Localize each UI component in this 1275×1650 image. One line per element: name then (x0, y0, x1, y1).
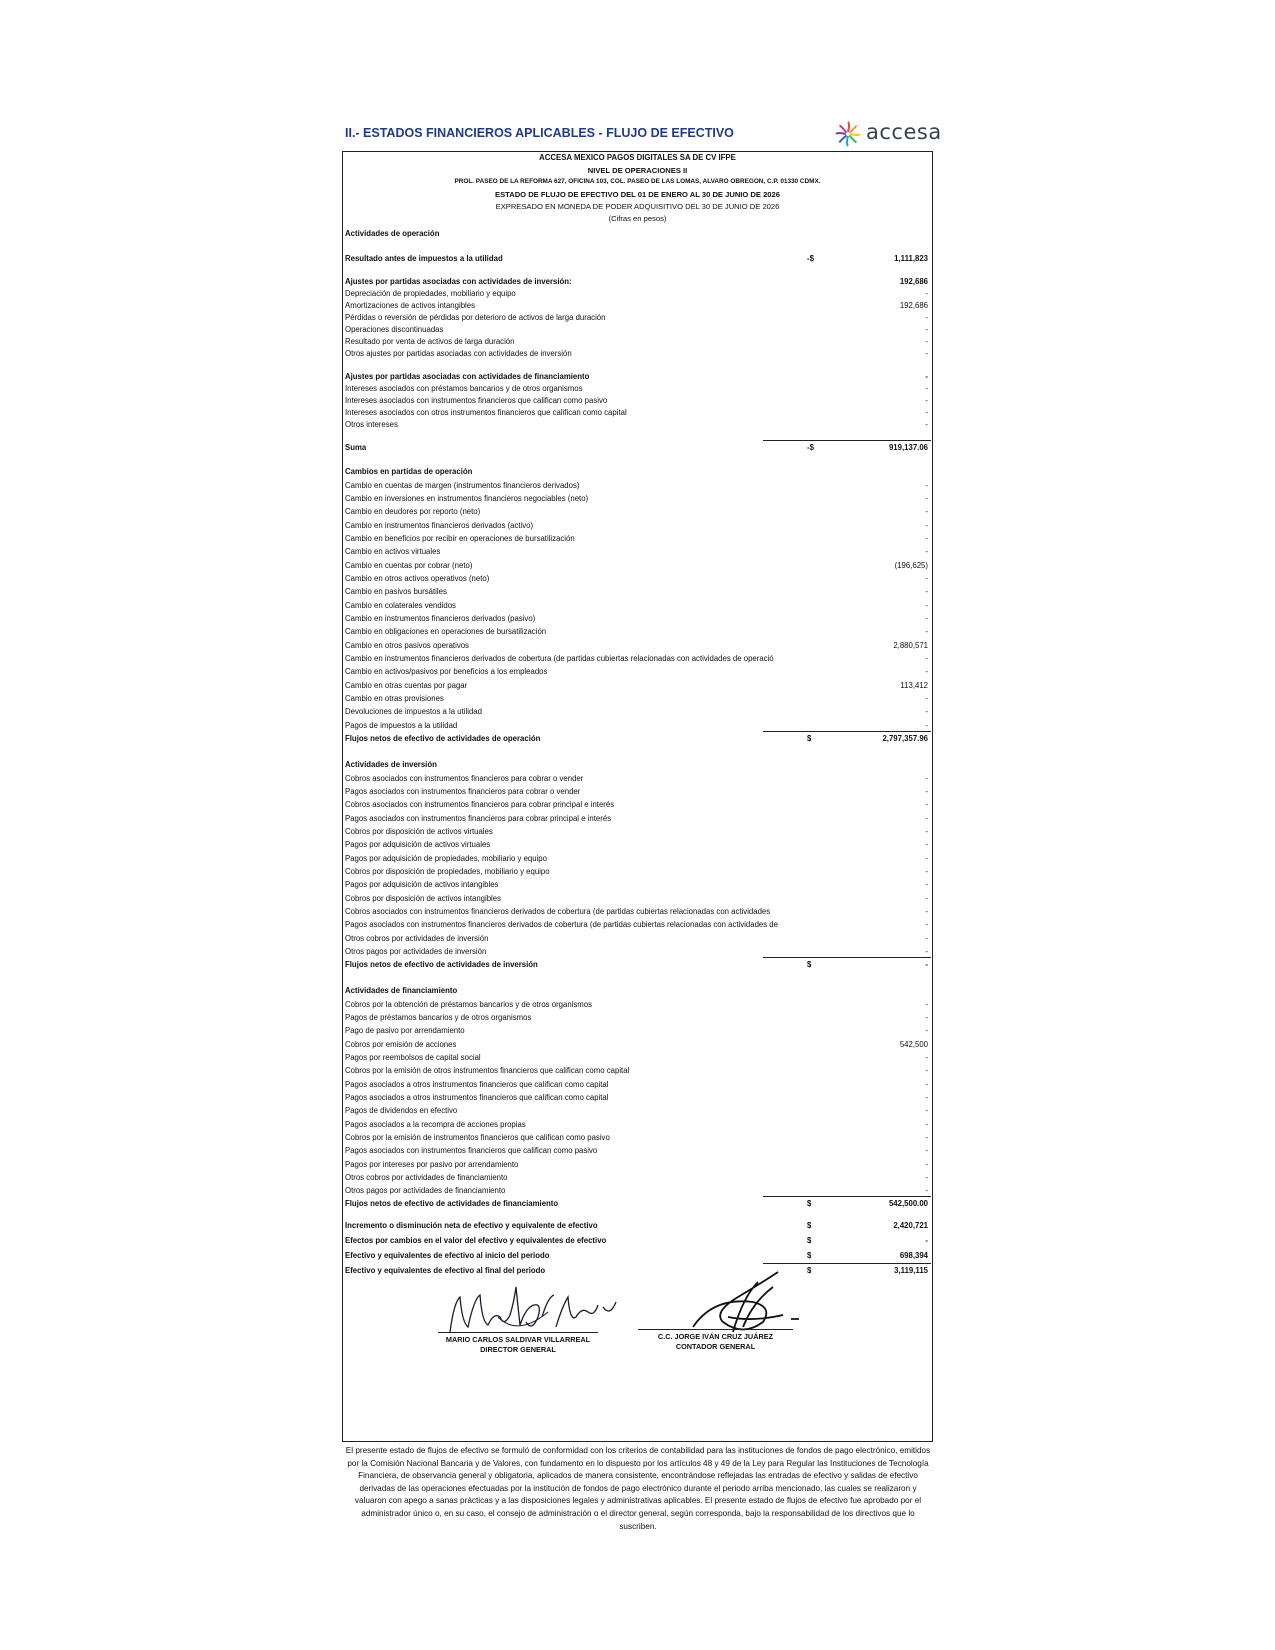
row-value: - (925, 313, 928, 322)
company-name: ACCESA MEXICO PAGOS DIGITALES SA DE CV IFPE (539, 153, 736, 162)
row-label: Actividades de operación (345, 229, 440, 238)
row-value: - (925, 854, 928, 863)
row-label: Cambio en otras cuentas por pagar (345, 681, 468, 690)
row-value: - (925, 934, 928, 943)
row-label: Cambio en cuentas por cobrar (neto) (345, 561, 473, 570)
statement-row (345, 479, 930, 492)
statement-row (345, 1118, 930, 1131)
row-value: - (925, 920, 928, 929)
row-label: Operaciones discontinuadas (345, 325, 444, 334)
statement-row (345, 1064, 930, 1077)
row-value: - (925, 1080, 928, 1089)
row-label: Cambio en colaterales vendidos (345, 601, 456, 610)
total-rule (763, 1196, 931, 1197)
row-label: Resultado por venta de activos de larga duración (345, 337, 515, 346)
row-value: - (925, 1053, 928, 1062)
row-label: Cobros por emisión de acciones (345, 1040, 457, 1049)
statement-row (345, 812, 930, 825)
row-value: - (925, 774, 928, 783)
row-currency: $ (807, 1221, 812, 1230)
row-value: 3,119,115 (894, 1266, 928, 1275)
row-value: - (925, 667, 928, 676)
statement-row (345, 1158, 930, 1171)
row-currency: $ (807, 734, 812, 743)
statement-row (345, 585, 930, 598)
row-label: Cobros asociados con instrumentos financieros para cobrar o vender (345, 774, 584, 783)
director-name: MARIO CARLOS SALDIVAR VILLARREAL (445, 1335, 591, 1344)
row-label: Pagos por adquisición de activos virtuales (345, 840, 491, 849)
units-note: (Cifras en pesos) (608, 214, 667, 223)
statement-row (345, 865, 930, 878)
row-label: Efectivo y equivalentes de efectivo al inicio del periodo (345, 1251, 550, 1260)
row-label: Pagos por intereses por pasivo por arrendamiento (345, 1160, 519, 1169)
row-label: Suma (345, 443, 367, 452)
row-currency: $ (807, 1199, 812, 1208)
row-currency: $ (807, 1266, 812, 1275)
row-value: - (925, 384, 928, 393)
row-value: - (925, 694, 928, 703)
row-label: Cobros por la obtención de préstamos bancarios y de otros organismos (345, 1000, 593, 1009)
statement-frame (342, 151, 933, 1442)
row-value: - (925, 289, 928, 298)
row-value: 192,686 (899, 301, 928, 310)
row-label: Incremento o disminución neta de efectivo y equivalente de efectivo (345, 1221, 598, 1230)
statement-row (345, 798, 930, 811)
row-value: - (925, 521, 928, 530)
row-value: - (925, 654, 928, 663)
row-value: (196,625) (894, 561, 928, 570)
row-label: Cambio en deudores por reporto (neto) (345, 507, 481, 516)
statement-row (345, 1011, 930, 1024)
logo-text: accesa (866, 120, 942, 144)
row-value: - (925, 494, 928, 503)
row-value: - (925, 840, 928, 849)
row-value: - (925, 960, 928, 969)
row-value: 113,412 (900, 681, 928, 690)
row-label: Cambio en obligaciones en operaciones de bursatilización (345, 627, 547, 636)
row-value: - (925, 1093, 928, 1102)
row-value: - (925, 1013, 928, 1022)
row-label: Ajustes por partidas asociadas con actividades de financiamiento (345, 372, 590, 381)
row-label: Cambio en pasivos bursátiles (345, 587, 447, 596)
statement-row (345, 252, 930, 265)
row-label: Intereses asociados con instrumentos financieros que califican como pasivo (345, 396, 608, 405)
row-label: Flujos netos de efectivo de actividades de inversión (345, 960, 538, 969)
row-value: - (925, 1160, 928, 1169)
statement-row (345, 918, 930, 931)
row-value: - (925, 587, 928, 596)
row-value: 192,686 (899, 277, 928, 286)
statement-row (345, 492, 930, 505)
row-label: Cambio en inversiones en instrumentos financieros negociables (neto) (345, 494, 589, 503)
statement-row (345, 1078, 930, 1091)
row-label: Pagos asociados con instrumentos financieros para cobrar principal e interés (345, 814, 612, 823)
page-title: II.- ESTADOS FINANCIEROS APLICABLES - FLUJO DE EFECTIVO (345, 126, 734, 140)
footer-note: El presente estado de flujos de efectivo se formuló de conformidad con los criterios de contabilidad para las instituciones de fondos de pago electrónico, emitidos por la Comisión Nacional Bancaria y de Valores, con fundamento en lo dispuesto por los artículos 48 y 49 de la Ley para Regular las Instituciones de Tecnología Financiera, de observancia general y obligatoria, aplicados de manera consistente, encontrándose reflejadas las entradas de efectivo y salidas de efectivo derivadas de las operaciones efectuadas por la institución de fondos de pago electrónico durante el periodo arriba mencionado, las cuales se realizaron y valuaron con apego a sanas prácticas y a las disposiciones legales y administrativas aplicables. El presente estado de flujos de efectivo fue aprobado por el administrador único o, en su caso, el consejo de administración o el director general, según corresponda, bajo la responsabilidad de los directivos que lo suscriben. (345, 1446, 931, 1531)
row-label: Cambio en otros pasivos operativos (345, 641, 469, 650)
row-currency: -$ (807, 254, 814, 263)
statement-row (345, 1197, 930, 1210)
row-label: Cambio en otras provisiones (345, 694, 444, 703)
row-value: - (925, 814, 928, 823)
statement-row (345, 998, 930, 1011)
row-label: Cambios en partidas de operación (345, 467, 473, 476)
statement-row (345, 1051, 930, 1064)
statement-row (345, 612, 930, 625)
statement-row (345, 532, 930, 545)
row-value: - (925, 1066, 928, 1075)
statement-row (345, 465, 930, 478)
company-logo (834, 120, 942, 148)
row-label: Actividades de financiamiento (345, 986, 458, 995)
statement-row (345, 1249, 930, 1262)
row-value: - (925, 627, 928, 636)
statement-row (345, 441, 930, 454)
row-label: Cobros por la emisión de instrumentos financieros que califican como pasivo (345, 1133, 610, 1142)
statement-row (345, 652, 930, 665)
row-value: - (925, 1173, 928, 1182)
row-value: - (925, 800, 928, 809)
row-value: - (925, 721, 928, 730)
row-value: 1,111,823 (894, 254, 928, 263)
row-value: - (925, 574, 928, 583)
statement-row (345, 418, 930, 431)
row-label: Cobros por disposición de activos intangibles (345, 894, 502, 903)
row-value: - (925, 1133, 928, 1142)
statement-row (345, 838, 930, 851)
currency-note: EXPRESADO EN MONEDA DE PODER ADQUISITIVO DEL 30 DE JUNIO DE 2026 (495, 202, 780, 211)
statement-row (345, 852, 930, 865)
row-currency: $ (807, 1236, 812, 1245)
row-label: Actividades de inversión (345, 760, 437, 769)
row-value: - (925, 337, 928, 346)
total-rule (763, 957, 931, 958)
row-label: Cambio en activos/pasivos por beneficios a los empleados (345, 667, 548, 676)
row-label: Otros cobros por actividades de inversión (345, 934, 489, 943)
row-label: Pagos de dividendos en efectivo (345, 1106, 458, 1115)
row-label: Flujos netos de efectivo de actividades de financiamiento (345, 1199, 559, 1208)
accountant-role: CONTADOR GENERAL (675, 1342, 756, 1351)
statement-row (345, 572, 930, 585)
row-label: Cambio en cuentas de margen (instrumentos financieros derivados) (345, 481, 580, 490)
row-value: - (925, 880, 928, 889)
row-label: Cobros por disposición de propiedades, mobiliario y equipo (345, 867, 550, 876)
signature-line-director (438, 1332, 598, 1333)
row-label: Pagos asociados a la recompra de acciones propias (345, 1120, 526, 1129)
row-value: - (925, 372, 928, 381)
statement-row (345, 758, 930, 771)
row-label: Cambio en beneficios por recibir en operaciones de bursatilización (345, 534, 575, 543)
row-label: Cobros asociados con instrumentos financieros para cobrar principal e interés (345, 800, 615, 809)
row-label: Otros intereses (345, 420, 398, 429)
row-value: - (925, 947, 928, 956)
statement-title: ESTADO DE FLUJO DE EFECTIVO DEL 01 DE ENERO AL 30 DE JUNIO DE 2026 (495, 190, 780, 199)
row-value: - (925, 1120, 928, 1129)
statement-row (345, 958, 930, 971)
total-rule (763, 1263, 931, 1264)
row-label: Pagos asociados con instrumentos financieros para cobrar o vender (345, 787, 581, 796)
company-address: PROL. PASEO DE LA REFORMA 627, OFICINA 103, COL. PASEO DE LAS LOMAS, ALVARO OBREGON, C.P. 01330 CDMX. (454, 178, 821, 185)
statement-row (345, 825, 930, 838)
statement-row (345, 1024, 930, 1037)
row-value: 542,500 (899, 1040, 928, 1049)
statement-row (345, 1091, 930, 1104)
row-label: Pagos por adquisición de activos intangibles (345, 880, 499, 889)
row-value: - (925, 1106, 928, 1115)
row-value: 2,797,357.96 (882, 734, 928, 743)
row-value: - (925, 534, 928, 543)
row-value: - (925, 1236, 928, 1245)
row-value: - (925, 601, 928, 610)
row-value: - (925, 408, 928, 417)
row-value: - (925, 614, 928, 623)
statement-row (345, 1131, 930, 1144)
statement-row (345, 679, 930, 692)
statement-row (345, 1264, 930, 1277)
statement-row (345, 1234, 930, 1247)
row-value: - (925, 420, 928, 429)
row-value: 2,420,721 (893, 1221, 928, 1230)
accountant-name: C.C. JORGE IVÁN CRUZ JUÁREZ (657, 1332, 774, 1341)
row-label: Efectos por cambios en el valor del efectivo y equivalentes de efectivo (345, 1236, 607, 1245)
row-label: Pagos por reembolsos de capital social (345, 1053, 481, 1062)
statement-row (345, 705, 930, 718)
row-label: Resultado antes de impuestos a la utilidad (345, 254, 503, 263)
row-label: Pagos asociados con instrumentos financieros derivados de cobertura (de partidas cubiertas relacionadas con actividades de (345, 920, 778, 929)
row-label: Pagos de préstamos bancarios y de otros organismos (345, 1013, 532, 1022)
row-value: 919,137.06 (888, 443, 928, 452)
row-value: - (925, 325, 928, 334)
row-value: - (925, 1000, 928, 1009)
row-label: Intereses asociados con préstamos bancarios y de otros organismos (345, 384, 583, 393)
statement-row (345, 505, 930, 518)
row-currency: $ (807, 960, 812, 969)
row-label: Otros pagos por actividades de financiamiento (345, 1186, 506, 1195)
statement-row (345, 519, 930, 532)
statement-row (345, 892, 930, 905)
row-value: - (925, 1186, 928, 1195)
statement-row (345, 1104, 930, 1117)
statement-row (345, 932, 930, 945)
row-label: Cambio en otros activos operativos (neto) (345, 574, 490, 583)
row-value: - (925, 907, 928, 916)
row-value: - (925, 396, 928, 405)
total-rule (763, 731, 931, 732)
row-value: - (925, 349, 928, 358)
row-label: Cambio en instrumentos financieros derivados (pasivo) (345, 614, 536, 623)
row-label: Pagos asociados con instrumentos financieros que califican como pasivo (345, 1146, 598, 1155)
row-value: 542,500.00 (888, 1199, 928, 1208)
operations-level: NIVEL DE OPERACIONES II (587, 166, 688, 175)
row-label: Ajustes por partidas asociadas con actividades de inversión: (345, 277, 572, 286)
row-label: Pérdidas o reversión de pérdidas por deterioro de activos de larga duración (345, 313, 606, 322)
statement-row (345, 785, 930, 798)
row-label: Efectivo y equivalentes de efectivo al final del periodo (345, 1266, 546, 1275)
row-value: 2,880,571 (893, 641, 928, 650)
statement-row (345, 878, 930, 891)
row-value: - (925, 787, 928, 796)
statement-row (345, 772, 930, 785)
row-label: Flujos netos de efectivo de actividades de operación (345, 734, 541, 743)
row-value: - (925, 1146, 928, 1155)
row-value: - (925, 894, 928, 903)
pinwheel-logo-icon (834, 120, 862, 148)
row-value: - (925, 507, 928, 516)
row-label: Cobros asociados con instrumentos financieros derivados de cobertura (de partidas cubiertas relacionadas con actividades (345, 907, 771, 916)
statement-row (345, 1144, 930, 1157)
statement-row (345, 545, 930, 558)
row-value: - (925, 827, 928, 836)
row-label: Cobros por la emisión de otros instrumentos financieros que califican como capital (345, 1066, 630, 1075)
row-label: Devoluciones de impuestos a la utilidad (345, 707, 482, 716)
row-label: Otros pagos por actividades de inversión (345, 947, 487, 956)
row-value: 698,394 (899, 1251, 928, 1260)
statement-row (345, 1038, 930, 1051)
statement-row (345, 732, 930, 745)
row-label: Cobros por disposición de activos virtuales (345, 827, 493, 836)
row-label: Intereses asociados con otros instrumentos financieros que califican como capital (345, 408, 627, 417)
statement-row (345, 984, 930, 997)
statement-row (345, 599, 930, 612)
row-label: Otros cobros por actividades de financiamiento (345, 1173, 508, 1182)
row-label: Pagos por adquisición de propiedades, mobiliario y equipo (345, 854, 547, 863)
statement-row (345, 625, 930, 638)
row-currency: $ (807, 1251, 812, 1260)
row-label: Otros ajustes por partidas asociadas con actividades de inversión (345, 349, 572, 358)
director-role: DIRECTOR GENERAL (480, 1345, 556, 1354)
statement-row (345, 1171, 930, 1184)
statement-row (345, 1219, 930, 1232)
row-label: Pagos asociados a otros instrumentos financieros que califican como capital (345, 1080, 609, 1089)
row-value: - (925, 867, 928, 876)
row-currency: -$ (807, 443, 814, 452)
row-value: - (925, 481, 928, 490)
row-value: - (925, 707, 928, 716)
row-label: Pagos asociados a otros instrumentos financieros que califican como capital (345, 1093, 609, 1102)
statement-row (345, 905, 930, 918)
row-label: Cambio en instrumentos financieros derivados de cobertura (de partidas cubiertas relacionadas con actividades de operació (345, 654, 774, 663)
statement-row (345, 639, 930, 652)
statement-row (345, 665, 930, 678)
row-value: - (925, 547, 928, 556)
statement-row (345, 347, 930, 360)
statement-row (345, 559, 930, 572)
signature-line-accountant (638, 1329, 793, 1330)
row-label: Amortizaciones de activos intangibles (345, 301, 476, 310)
row-label: Depreciación de propiedades, mobiliario y equipo (345, 289, 516, 298)
row-label: Cambio en instrumentos financieros derivados (activo) (345, 521, 534, 530)
row-label: Pagos de impuestos a la utilidad (345, 721, 458, 730)
statement-row (345, 227, 930, 240)
row-label: Cambio en activos virtuales (345, 547, 441, 556)
row-label: Pago de pasivo por arrendamiento (345, 1026, 465, 1035)
total-rule (763, 440, 931, 441)
statement-row (345, 692, 930, 705)
row-value: - (925, 1026, 928, 1035)
